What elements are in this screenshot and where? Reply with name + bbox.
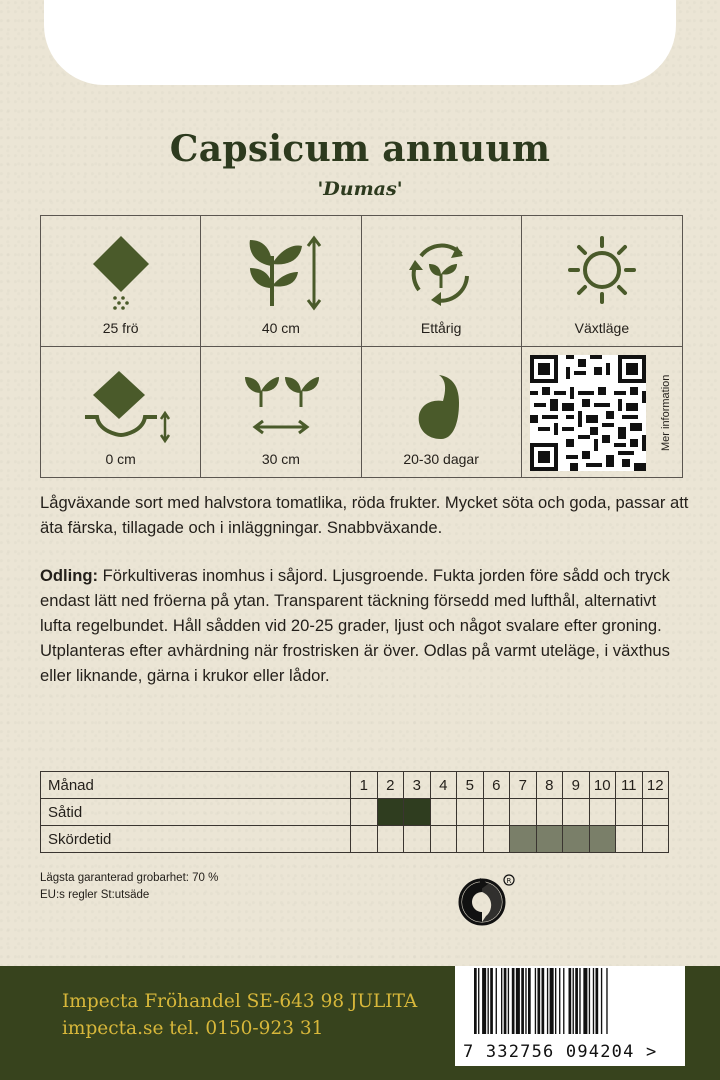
position-label: Växtläge — [574, 319, 630, 336]
calendar-harvest-row — [41, 826, 669, 853]
sow-cell — [642, 799, 669, 826]
calendar-sow-row — [41, 799, 669, 826]
barcode-bar — [525, 968, 526, 1034]
cell-lifecycle — [362, 216, 522, 347]
harvest-row-label: Skördetid — [41, 826, 351, 853]
barcode-bar — [569, 968, 572, 1034]
hang-hole — [44, 0, 676, 85]
more-info-label: Mer information — [660, 374, 672, 451]
month-5: 5 — [457, 772, 484, 799]
harvest-cell — [483, 826, 510, 853]
calendar-month-row — [41, 772, 669, 799]
month-10: 10 — [589, 772, 616, 799]
plant-height-icon — [236, 226, 326, 316]
barcode-bar — [496, 968, 497, 1034]
cultivation-instructions — [40, 563, 690, 688]
cell-sow-depth — [41, 347, 201, 478]
barcode-bar — [504, 968, 507, 1034]
barcode-bar — [508, 968, 509, 1034]
barcode-bar — [593, 968, 594, 1034]
sow-cell — [430, 799, 457, 826]
height-label: 40 cm — [261, 319, 300, 336]
barcode-number: 7 332756 094204 > — [463, 1042, 658, 1062]
barcode-bar — [573, 968, 574, 1034]
barcode-bar — [583, 968, 587, 1034]
germination-label: 20-30 dagar — [403, 451, 479, 467]
sow-cell — [510, 799, 537, 826]
month-4: 4 — [430, 772, 457, 799]
seed-regulation: EU:s regler St:utsäde — [40, 889, 150, 901]
barcode-bar — [537, 968, 540, 1034]
sun-icon — [562, 226, 642, 316]
cultivation-text: Förkultiveras inomhus i såjord. Ljusgroende. Fukta jorden före sådd och tryck endast lätt ned fröerna på ytan. Transparent täckning försedd med lufthål, alternativt lufta regelbundet. Håll sådden vid 20-25 grader, ljust och något svalare efter groning. Utplanteras efter avhärdning när frostrisken är över. Odlas på varmt uteläge, i växthus eller liknande, gärna i krukor eller lådor. — [40, 566, 670, 685]
barcode-bar — [601, 968, 602, 1034]
spacing-label: 30 cm — [261, 451, 300, 467]
seed-packet-icon — [81, 226, 161, 316]
harvest-cell — [430, 826, 457, 853]
barcode-bar — [474, 968, 477, 1034]
sow-cell — [589, 799, 616, 826]
barcode-bar — [542, 968, 545, 1034]
lifecycle-label: Ettårig — [420, 319, 462, 336]
barcode-bar — [501, 968, 502, 1034]
cell-seed-count — [41, 216, 201, 347]
barcode-bar — [521, 968, 524, 1034]
harvest-cell — [642, 826, 669, 853]
barcode-bar — [482, 968, 486, 1034]
info-icon-grid — [40, 215, 683, 478]
cell-germination — [362, 347, 522, 478]
barcode — [455, 966, 685, 1066]
barcode-bar — [559, 968, 560, 1034]
harvest-cell — [616, 826, 643, 853]
month-2: 2 — [377, 772, 404, 799]
harvest-cell — [404, 826, 431, 853]
harvest-cell — [457, 826, 484, 853]
month-11: 11 — [616, 772, 643, 799]
harvest-cell — [377, 826, 404, 853]
sow-cell — [404, 799, 431, 826]
barcode-bar — [512, 968, 515, 1034]
sprouting-seed-icon — [401, 357, 481, 447]
barcode-bar — [550, 968, 554, 1034]
sow-cell — [536, 799, 563, 826]
species-title: Capsicum annuum — [169, 128, 551, 170]
barcode-bar — [563, 968, 564, 1034]
sow-depth-icon — [71, 357, 171, 447]
barcode-bar — [606, 968, 607, 1034]
barcode-bar — [478, 968, 479, 1034]
harvest-cell — [536, 826, 563, 853]
svg-text:R: R — [506, 877, 512, 885]
month-9: 9 — [563, 772, 590, 799]
barcode-bar — [488, 968, 489, 1034]
sow-cell — [563, 799, 590, 826]
barcode-bars — [460, 968, 680, 1034]
sowing-calendar — [40, 771, 669, 853]
barcode-bar — [589, 968, 590, 1034]
annual-cycle-icon — [401, 226, 481, 316]
cell-spacing — [201, 347, 361, 478]
sow-cell — [457, 799, 484, 826]
harvest-cell — [563, 826, 590, 853]
seed-count-label: 25 frö — [102, 319, 139, 336]
company-address: Impecta Fröhandel SE-643 98 JULITA — [62, 991, 418, 1012]
plant-spacing-icon — [231, 357, 331, 447]
barcode-bar — [535, 968, 536, 1034]
sow-cell — [377, 799, 404, 826]
barcode-bar — [528, 968, 531, 1034]
month-1: 1 — [351, 772, 378, 799]
harvest-cell — [510, 826, 537, 853]
month-7: 7 — [510, 772, 537, 799]
barcode-bar — [596, 968, 599, 1034]
barcode-bar — [490, 968, 493, 1034]
barcode-bar — [555, 968, 556, 1034]
company-contact: impecta.se tel. 0150-923 31 — [62, 1018, 324, 1039]
month-row-label: Månad — [41, 772, 351, 799]
sow-depth-label: 0 cm — [105, 451, 136, 467]
harvest-cell — [589, 826, 616, 853]
barcode-bar — [516, 968, 520, 1034]
month-6: 6 — [483, 772, 510, 799]
germination-guarantee: Lägsta garanterad grobarhet: 70 % — [40, 872, 219, 884]
sow-cell — [616, 799, 643, 826]
variety-name: 'Dumas' — [317, 178, 403, 200]
month-12: 12 — [642, 772, 669, 799]
cell-position — [522, 216, 682, 347]
cultivation-heading: Odling: — [40, 566, 99, 585]
month-8: 8 — [536, 772, 563, 799]
cell-height — [201, 216, 361, 347]
sow-cell — [351, 799, 378, 826]
qr-code[interactable] — [530, 355, 646, 471]
barcode-bar — [579, 968, 580, 1034]
recycling-green-dot-icon — [456, 874, 520, 930]
cell-qr — [522, 347, 682, 478]
month-3: 3 — [404, 772, 431, 799]
harvest-cell — [351, 826, 378, 853]
variety-description: Lågväxande sort med halvstora tomatlika, röda frukter. Mycket söta och goda, passar att äta färska, tillagade och i inläggningar. Snabbväxande. — [40, 493, 689, 537]
sow-row-label: Såtid — [41, 799, 351, 826]
barcode-bar — [575, 968, 578, 1034]
barcode-bar — [547, 968, 548, 1034]
sow-cell — [483, 799, 510, 826]
